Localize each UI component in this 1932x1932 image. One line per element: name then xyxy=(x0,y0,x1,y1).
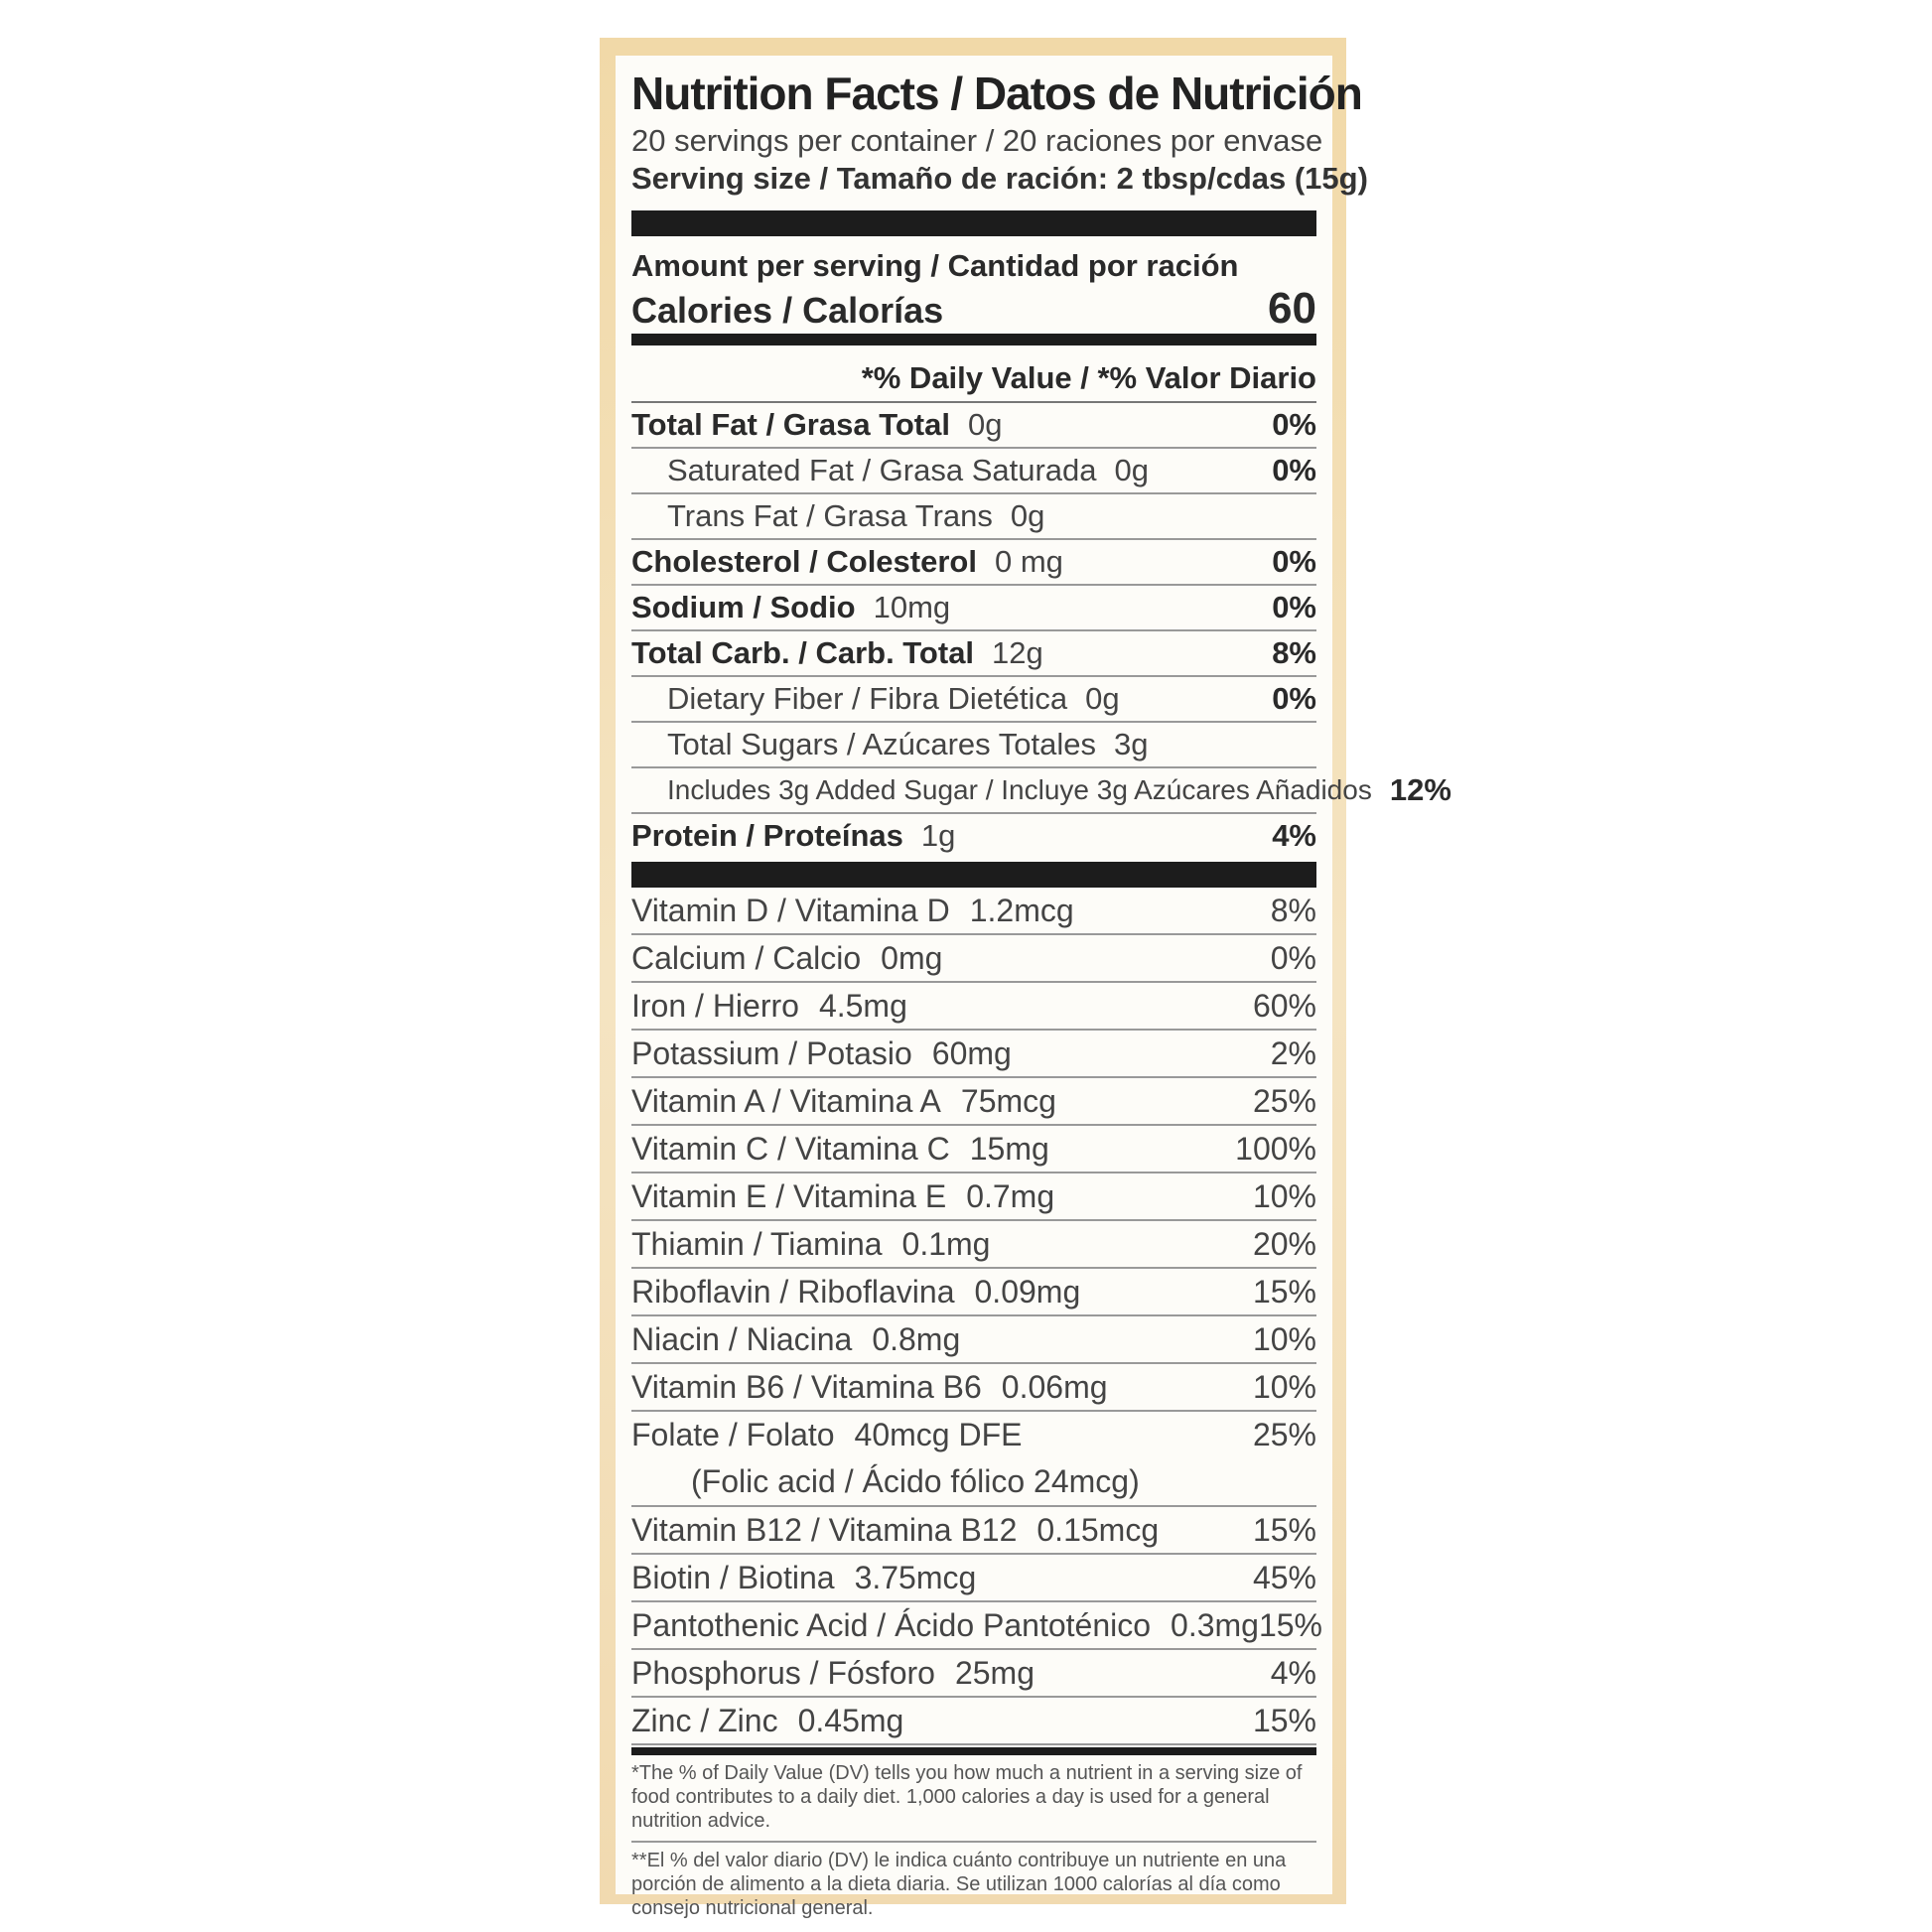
nutrient-row-added-sugar xyxy=(631,768,1451,814)
vitamin-name-amount xyxy=(631,1560,976,1596)
vitamin-pct: 10% xyxy=(1252,1177,1316,1214)
footnote-spanish: **El % del valor diario (DV) le indica cuánto contribuye un nutriente en una porción de alimento a la dieta diaria. Se utilizan 1000 calorías al día como consejo nutricional general. xyxy=(631,1850,1287,1919)
vitamin-pct: 25% xyxy=(1252,1082,1316,1119)
medium-divider xyxy=(631,334,1316,345)
nutrient-name: Protein / Proteínas xyxy=(631,818,903,853)
label-title: Nutrition Facts / Datos de Nutrición xyxy=(631,68,1362,119)
nutrient-amount: 10mg xyxy=(873,590,951,624)
nutrient-amount: 0g xyxy=(1114,453,1150,487)
nutrient-name: Cholesterol / Colesterol xyxy=(631,544,977,579)
vitamin-amount: 4.5mg xyxy=(818,987,907,1024)
vitamin-name-amount xyxy=(631,1274,1080,1311)
vitamin-amount: 3.75mcg xyxy=(854,1559,977,1595)
vitamin-row xyxy=(631,888,1316,935)
nutrient-pct: 12% xyxy=(1389,772,1451,807)
vitamin-name-amount xyxy=(631,1417,1022,1453)
nutrient-name: Total Carb. / Carb. Total xyxy=(631,635,975,670)
vitamin-name-amount xyxy=(631,1226,990,1263)
vitamin-name: Niacin / Niacina xyxy=(631,1320,853,1357)
thick-divider xyxy=(631,862,1316,888)
vitamin-name: Vitamin B6 / Vitamina B6 xyxy=(631,1368,982,1405)
vitamin-row xyxy=(631,935,1316,983)
nutrient-row-protein xyxy=(631,814,1316,858)
nutrient-pct: 0% xyxy=(1272,453,1316,487)
vitamin-name-amount xyxy=(631,988,907,1025)
vitamin-name: Pantothenic Acid / Ácido Pantoténico xyxy=(631,1606,1152,1643)
vitamin-name: Vitamin B12 / Vitamina B12 xyxy=(631,1511,1018,1548)
vitamin-amount: 60mg xyxy=(931,1035,1012,1071)
vitamin-name-amount xyxy=(631,1655,1035,1692)
vitamin-pct: 15% xyxy=(1252,1511,1316,1548)
folic-acid-row: (Folic acid / Ácido fólico 24mcg) xyxy=(631,1457,1316,1507)
nutrient-pct: 8% xyxy=(1272,635,1316,670)
nutrient-name: Sodium / Sodio xyxy=(631,590,856,624)
bottom-divider xyxy=(631,1747,1316,1755)
vitamin-amount: 0.7mg xyxy=(966,1177,1055,1214)
nutrient-pct: 0% xyxy=(1272,544,1316,579)
vitamin-list xyxy=(631,888,1316,1457)
calories-label: Calories / Calorías xyxy=(631,290,944,331)
nutrient-row-total-sugars xyxy=(631,723,1316,768)
nutrient-amount: 0 mg xyxy=(994,544,1063,579)
vitamin-name: Calcium / Calcio xyxy=(631,939,862,976)
vitamin-pct: 4% xyxy=(1270,1654,1316,1691)
nutrient-amount: 1g xyxy=(920,818,956,853)
vitamin-name-amount xyxy=(631,1178,1054,1215)
vitamin-amount: 0.8mg xyxy=(872,1320,961,1357)
vitamin-row xyxy=(631,1364,1316,1412)
vitamin-pct: 15% xyxy=(1258,1606,1322,1643)
daily-value-header: *% Daily Value / *% Valor Diario xyxy=(861,360,1316,395)
vitamin-row xyxy=(631,1031,1316,1078)
vitamin-pct: 100% xyxy=(1235,1130,1316,1167)
nutrition-facts-panel xyxy=(631,56,1451,1928)
serving-size: Serving size / Tamaño de ración: 2 tbsp/cdas (15g) xyxy=(631,161,1368,196)
calories-value: 60 xyxy=(1268,284,1316,333)
vitamin-row xyxy=(631,1126,1316,1173)
vitamin-name-amount xyxy=(631,940,942,977)
vitamin-name: Vitamin D / Vitamina D xyxy=(631,892,950,928)
vitamin-amount: 1.2mcg xyxy=(969,892,1074,928)
vitamin-pct: 10% xyxy=(1252,1320,1316,1357)
vitamin-row xyxy=(631,1269,1316,1316)
vitamin-amount: 75mcg xyxy=(960,1082,1056,1119)
vitamin-name-amount xyxy=(631,893,1074,929)
vitamin-name-amount xyxy=(631,1321,960,1358)
nutrient-name: Total Fat / Grasa Total xyxy=(631,407,950,442)
vitamin-amount: 0.06mg xyxy=(1001,1368,1108,1405)
vitamin-name: Zinc / Zinc xyxy=(631,1702,778,1738)
footnote-rule xyxy=(631,1841,1316,1843)
vitamin-name: Vitamin A / Vitamina A xyxy=(631,1082,941,1119)
nutrient-amount: 12g xyxy=(992,635,1043,670)
vitamin-pct: 8% xyxy=(1270,892,1316,928)
vitamin-row xyxy=(631,1650,1316,1698)
nutrient-amount: 0g xyxy=(967,407,1003,442)
vitamin-name: Riboflavin / Riboflavina xyxy=(631,1273,955,1310)
nutrient-pct: 0% xyxy=(1272,681,1316,716)
vitamin-name: Vitamin E / Vitamina E xyxy=(631,1177,947,1214)
nutrient-amount: 3g xyxy=(1113,727,1149,761)
vitamin-pct: 20% xyxy=(1252,1225,1316,1262)
vitamin-amount: 0mg xyxy=(881,939,943,976)
vitamin-pct: 25% xyxy=(1252,1416,1316,1452)
vitamin-name-amount xyxy=(631,1083,1056,1120)
vitamin-row xyxy=(631,1602,1322,1650)
vitamin-name-amount xyxy=(631,1512,1159,1549)
vitamin-pct: 10% xyxy=(1252,1368,1316,1405)
nutrient-amount: 0g xyxy=(1085,681,1120,716)
vitamin-list-2 xyxy=(631,1507,1322,1745)
vitamin-amount: 15mg xyxy=(969,1130,1049,1167)
nutrient-row-total-fat xyxy=(631,403,1316,449)
vitamin-name-amount xyxy=(631,1703,903,1739)
nutrient-row-cholesterol xyxy=(631,540,1316,586)
vitamin-row xyxy=(631,1412,1316,1457)
vitamin-name: Biotin / Biotina xyxy=(631,1559,835,1595)
nutrient-row-saturated-fat xyxy=(631,449,1316,494)
vitamin-name: Potassium / Potasio xyxy=(631,1035,912,1071)
vitamin-amount: 0.15mcg xyxy=(1036,1511,1160,1548)
vitamin-name: Thiamin / Tiamina xyxy=(631,1225,883,1262)
calories-row xyxy=(631,286,1316,334)
nutrient-row-total-carb xyxy=(631,631,1316,677)
vitamin-name: Folate / Folato xyxy=(631,1416,835,1452)
vitamin-row xyxy=(631,1555,1316,1602)
vitamin-pct: 45% xyxy=(1252,1559,1316,1595)
nutrient-pct: 0% xyxy=(1272,407,1316,442)
nutrient-row-trans-fat xyxy=(631,494,1316,540)
nutrient-name: Trans Fat / Grasa Trans xyxy=(667,498,993,533)
thick-divider xyxy=(631,210,1316,236)
vitamin-amount: 0.1mg xyxy=(901,1225,991,1262)
vitamin-pct: 15% xyxy=(1252,1273,1316,1310)
nutrient-pct: 4% xyxy=(1272,818,1316,853)
vitamin-row xyxy=(631,1698,1316,1745)
vitamin-pct: 60% xyxy=(1252,987,1316,1024)
vitamin-pct: 15% xyxy=(1252,1702,1316,1738)
vitamin-name-amount xyxy=(631,1131,1049,1168)
amount-per-serving: Amount per serving / Cantidad por ración xyxy=(631,248,1239,283)
nutrient-name: Includes 3g Added Sugar / Incluye 3g Azúcares Añadidos xyxy=(667,774,1372,805)
vitamin-row xyxy=(631,1078,1316,1126)
vitamin-row xyxy=(631,1221,1316,1269)
vitamin-row xyxy=(631,983,1316,1031)
nutrition-label xyxy=(616,56,1451,1919)
vitamin-name-amount xyxy=(631,1607,1259,1644)
footnote-english: *The % of Daily Value (DV) tells you how much a nutrient in a serving size of food contributes to a daily diet. 1,000 calories a day is used for a general nutrition advice. xyxy=(631,1762,1303,1832)
nutrient-pct: 0% xyxy=(1272,590,1316,624)
vitamin-amount: 0.45mg xyxy=(797,1702,904,1738)
vitamin-amount: 25mg xyxy=(954,1654,1035,1691)
vitamin-row xyxy=(631,1316,1316,1364)
vitamin-name: Iron / Hierro xyxy=(631,987,799,1024)
vitamin-name: Phosphorus / Fósforo xyxy=(631,1654,935,1691)
vitamin-row xyxy=(631,1173,1316,1221)
vitamin-pct: 0% xyxy=(1270,939,1316,976)
vitamin-amount: 0.3mg xyxy=(1171,1606,1259,1643)
vitamin-amount: 0.09mg xyxy=(974,1273,1081,1310)
nutrient-name: Saturated Fat / Grasa Saturada xyxy=(667,453,1097,487)
vitamin-amount: 40mcg DFE xyxy=(854,1416,1023,1452)
vitamin-name: Vitamin C / Vitamina C xyxy=(631,1130,950,1167)
footnotes xyxy=(631,1761,1316,1920)
vitamin-row xyxy=(631,1507,1316,1555)
nutrient-name: Dietary Fiber / Fibra Dietética xyxy=(667,681,1068,716)
nutrient-amount: 0g xyxy=(1010,498,1045,533)
nutrient-name: Total Sugars / Azúcares Totales xyxy=(667,727,1096,761)
vitamin-name-amount xyxy=(631,1035,1012,1072)
nutrient-row-dietary-fiber xyxy=(631,677,1316,723)
servings-per-container: 20 servings per container / 20 raciones por envase xyxy=(631,123,1323,158)
vitamin-name-amount xyxy=(631,1369,1108,1406)
nutrient-row-sodium xyxy=(631,586,1316,631)
vitamin-pct: 2% xyxy=(1270,1035,1316,1071)
